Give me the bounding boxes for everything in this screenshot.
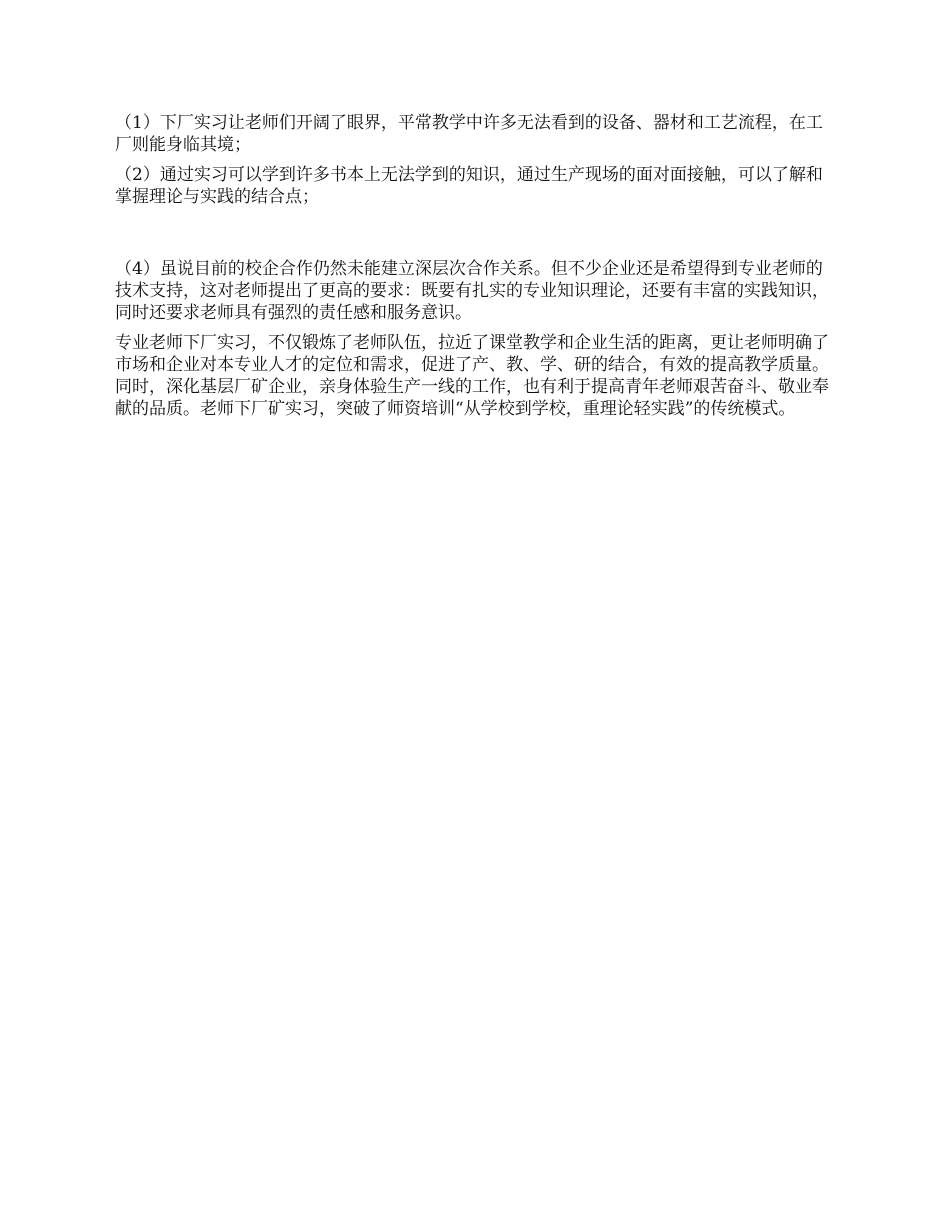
- paragraph-4: （4）虽说目前的校企合作仍然未能建立深层次合作关系。但不少企业还是希望得到专业老师的技术支持，这对老师提出了更高的要求：既要有扎实的专业知识理论，还要有丰富的实践知识，同时还要求老师具有强烈的责任感和服务意识。: [115, 259, 829, 323]
- blank-gap: [115, 208, 835, 258]
- paragraph-spacer: [115, 156, 835, 164]
- paragraph-summary: 专业老师下厂实习，不仅锻炼了老师队伍，拉近了课堂教学和企业生活的距离，更让老师明确了市场和企业对本专业人才的定位和需求，促进了产、教、学、研的结合，有效的提高教学质量。同时，深化基层厂矿企业，亲身体验生产一线的工作，也有利于提高青年老师艰苦奋斗、敬业奉献的品质。老师下厂矿实习，突破了师资培训“从学校到学校，重理论轻实践”的传统模式。: [115, 333, 829, 419]
- paragraph-1: （1）下厂实习让老师们开阔了眼界，平常教学中许多无法看到的设备、器材和工艺流程，在工厂则能身临其境；: [115, 113, 823, 155]
- document-body: [115, 112, 835, 420]
- paragraph-spacer: [115, 324, 835, 332]
- paragraph-2: （2）通过实习可以学到许多书本上无法学到的知识，通过生产现场的面对面接触，可以了解和掌握理论与实践的结合点；: [115, 165, 823, 207]
